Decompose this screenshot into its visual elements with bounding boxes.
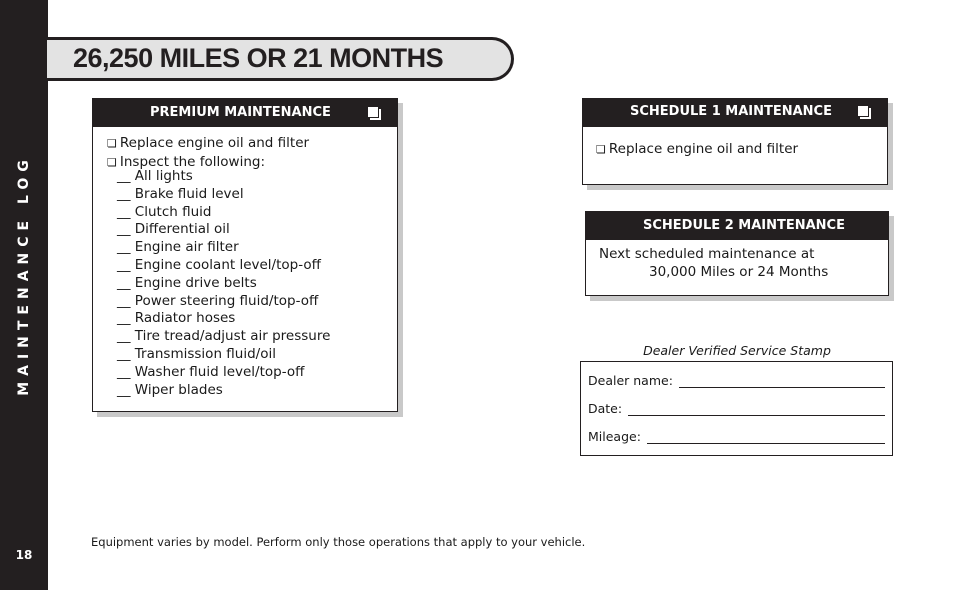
list-item: ❏ Inspect the following: <box>107 154 266 170</box>
inspect-item: __ Tire tread/adjust air pressure <box>117 328 331 345</box>
inspect-item: __ Transmission fluid/oil <box>117 345 276 362</box>
inspect-item: __ Differential oil <box>117 221 230 238</box>
list-item: ❏ Replace engine oil and filter <box>107 135 310 151</box>
schedule-2-header <box>586 212 888 240</box>
inspect-item: __ Brake fluid level <box>117 185 244 202</box>
inspect-item: __ Engine drive belts <box>117 274 257 291</box>
page-number: 18 <box>15 548 33 562</box>
checkbox-icon <box>857 105 869 117</box>
title-banner <box>47 37 514 81</box>
dealer-name-label: Dealer name: <box>588 373 673 388</box>
inspect-item: __ Clutch fluid <box>117 203 212 220</box>
mileage-field[interactable] <box>588 429 885 444</box>
premium-maintenance-box <box>92 98 398 412</box>
inspect-item: __ Engine air filter <box>117 239 239 256</box>
footer-note: Equipment varies by model. Perform only those operations that apply to your vehicle. <box>91 535 586 549</box>
schedule-1-box <box>582 98 888 185</box>
inspect-item: __ Power steering fluid/top-off <box>117 292 319 309</box>
checkbox-icon[interactable]: ❏ <box>107 137 117 150</box>
schedule-1-title: SCHEDULE 1 MAINTENANCE <box>630 104 832 119</box>
inspect-item: __ All lights <box>117 168 193 184</box>
dealer-name-field[interactable] <box>588 373 885 388</box>
next-maintenance-text: Next scheduled maintenance at <box>599 246 815 262</box>
inspect-item: __ Washer fluid level/top-off <box>117 363 305 380</box>
side-band <box>0 0 48 590</box>
inspect-item: __ Radiator hoses <box>117 310 236 327</box>
dealer-stamp-box <box>580 361 893 456</box>
inspect-item: __ Wiper blades <box>117 381 223 398</box>
date-label: Date: <box>588 401 623 416</box>
mileage-label: Mileage: <box>588 429 641 444</box>
date-line[interactable] <box>628 403 885 416</box>
page-title: 26,250 MILES OR 21 MONTHS <box>73 43 444 73</box>
premium-maintenance-title: PREMIUM MAINTENANCE <box>150 105 331 120</box>
premium-maintenance-header <box>93 99 397 127</box>
checkbox-icon <box>367 106 379 118</box>
dealer-name-line[interactable] <box>679 375 885 388</box>
stamp-title: Dealer Verified Service Stamp <box>643 343 831 358</box>
next-maintenance-interval: 30,000 Miles or 24 Months <box>649 264 829 280</box>
schedule-2-box <box>585 211 889 296</box>
schedule-2-title: SCHEDULE 2 MAINTENANCE <box>643 218 845 233</box>
schedule-1-header <box>583 99 887 127</box>
section-label: MAINTENANCE LOG <box>16 154 32 396</box>
checkbox-icon[interactable]: ❏ <box>107 156 117 169</box>
inspect-item: __ Engine coolant level/top-off <box>117 256 321 273</box>
list-item: ❏ Replace engine oil and filter <box>596 141 799 157</box>
date-field[interactable] <box>588 401 885 416</box>
checkbox-icon[interactable]: ❏ <box>596 143 606 156</box>
mileage-line[interactable] <box>647 431 885 444</box>
